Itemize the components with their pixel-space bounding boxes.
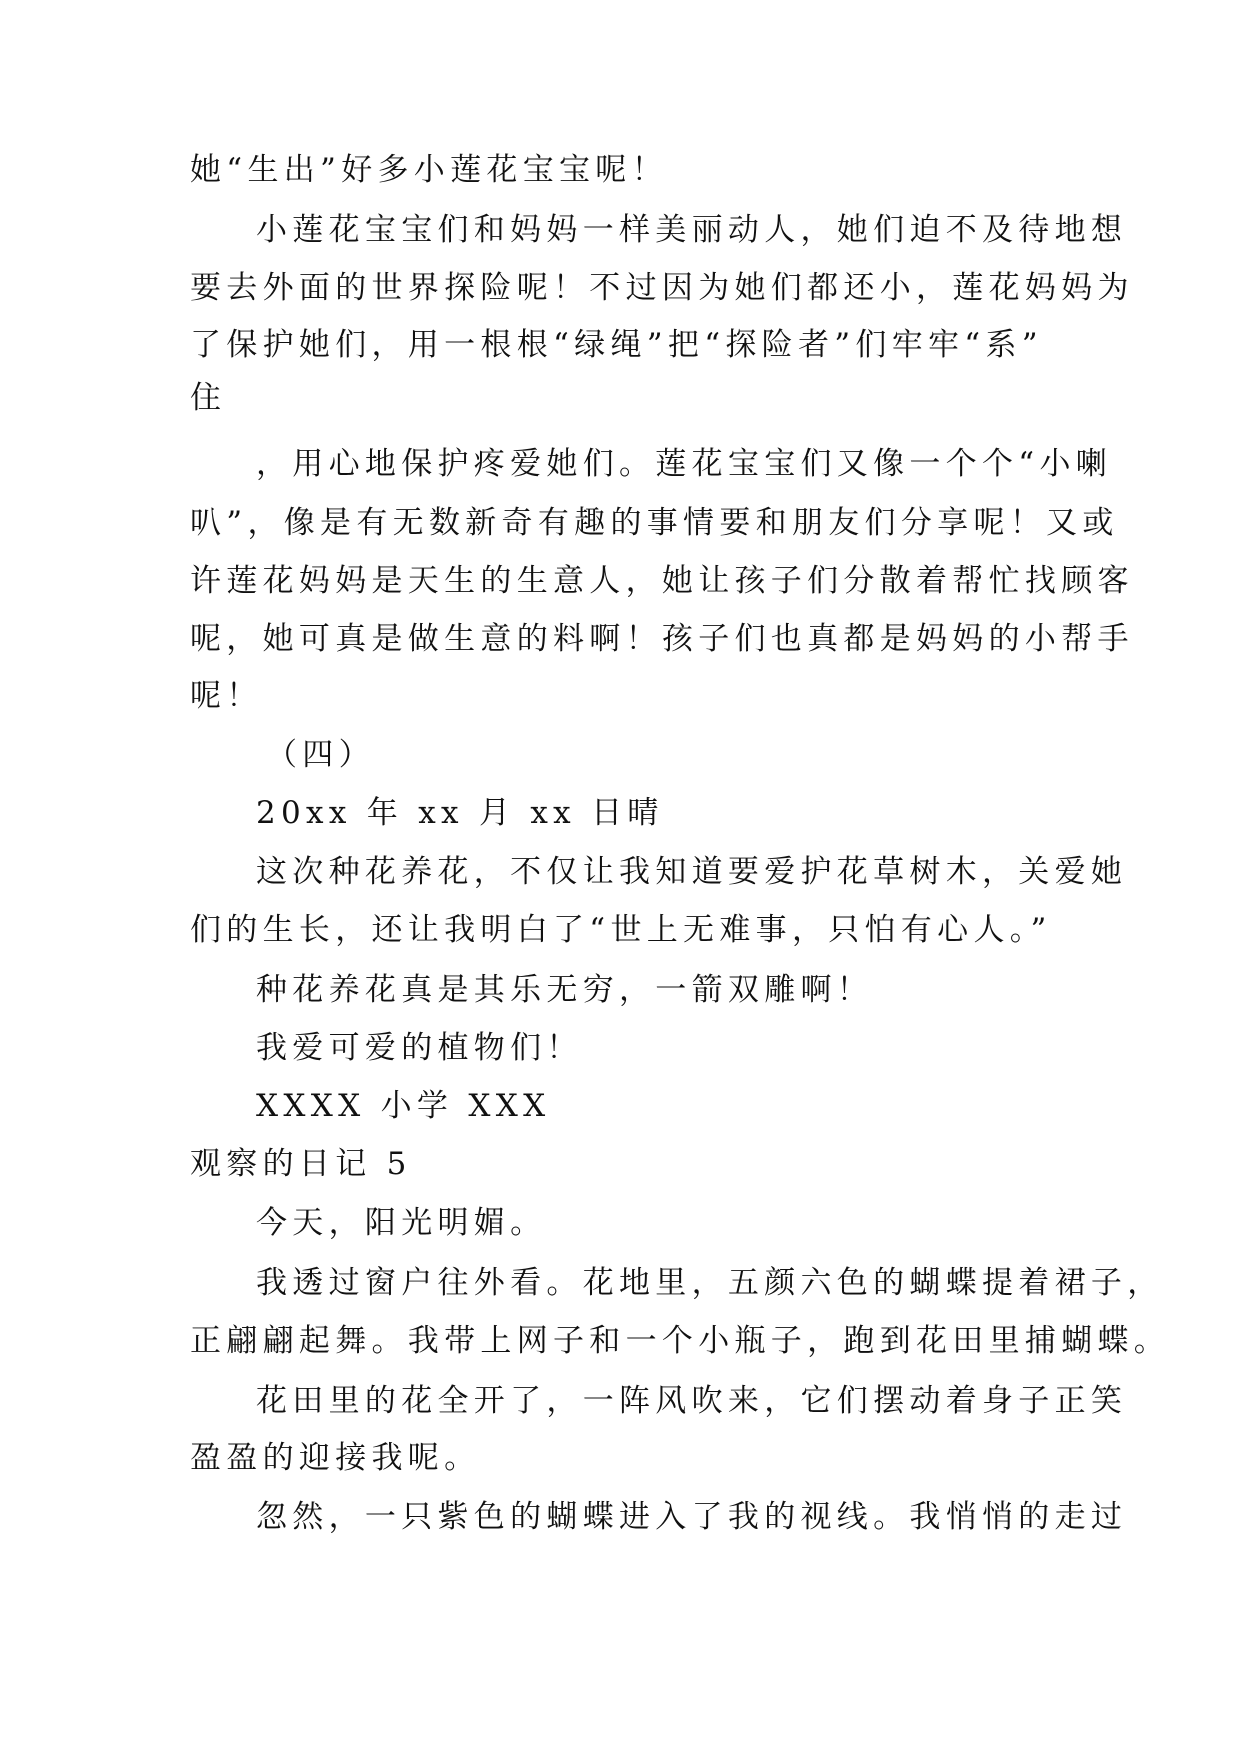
paragraph-first-line: ，用心地保护疼爱她们。莲花宝宝们又像一个个“小喇 — [256, 446, 1113, 482]
section-heading: （四） — [266, 737, 375, 773]
text-line: 住 — [190, 380, 227, 416]
paragraph-first-line: 我爱可爱的植物们！ — [256, 1030, 583, 1066]
diary-date: 20xx 年 xx 月 xx 日晴 — [256, 795, 664, 831]
text-line: 她“生出”好多小莲花宝宝呢！ — [190, 152, 668, 188]
text-line: 叭”，像是有无数新奇有趣的事情要和朋友们分享呢！又或 — [190, 505, 1119, 541]
paragraph-first-line: 今天，阳光明媚。 — [256, 1205, 547, 1241]
text-line: 正翩翩起舞。我带上网子和一个小瓶子，跑到花田里捕蝴蝶。 — [190, 1323, 1171, 1359]
paragraph-first-line: 这次种花养花，不仅让我知道要爱护花草树木，关爱她 — [256, 854, 1128, 890]
paragraph-first-line: 我透过窗户往外看。花地里，五颜六色的蝴蝶提着裙子， — [256, 1265, 1164, 1301]
paragraph-first-line: 种花养花真是其乐无穷，一箭双雕啊！ — [256, 972, 874, 1008]
text-line: 许莲花妈妈是天生的生意人，她让孩子们分散着帮忙找顾客 — [190, 563, 1134, 599]
paragraph-first-line: 小莲花宝宝们和妈妈一样美丽动人，她们迫不及待地想 — [256, 212, 1128, 248]
diary-title: 观察的日记 5 — [190, 1146, 412, 1182]
text-line: 呢！ — [190, 678, 263, 714]
paragraph-first-line: 忽然，一只紫色的蝴蝶进入了我的视线。我悄悄的走过 — [256, 1499, 1128, 1535]
text-line: 呢，她可真是做生意的料啊！孩子们也真都是妈妈的小帮手 — [190, 621, 1134, 657]
text-line: 盈盈的迎接我呢。 — [190, 1440, 481, 1476]
author-signature: XXXX 小学 XXX — [256, 1088, 551, 1124]
text-line: 要去外面的世界探险呢！不过因为她们都还小，莲花妈妈为 — [190, 270, 1134, 306]
text-line: 了保护她们，用一根根“绿绳”把“探险者”们牢牢“系” — [190, 327, 1043, 363]
paragraph-first-line: 花田里的花全开了，一阵风吹来，它们摆动着身子正笑 — [256, 1383, 1128, 1419]
text-line: 们的生长，还让我明白了“世上无难事，只怕有心人。” — [190, 912, 1052, 948]
